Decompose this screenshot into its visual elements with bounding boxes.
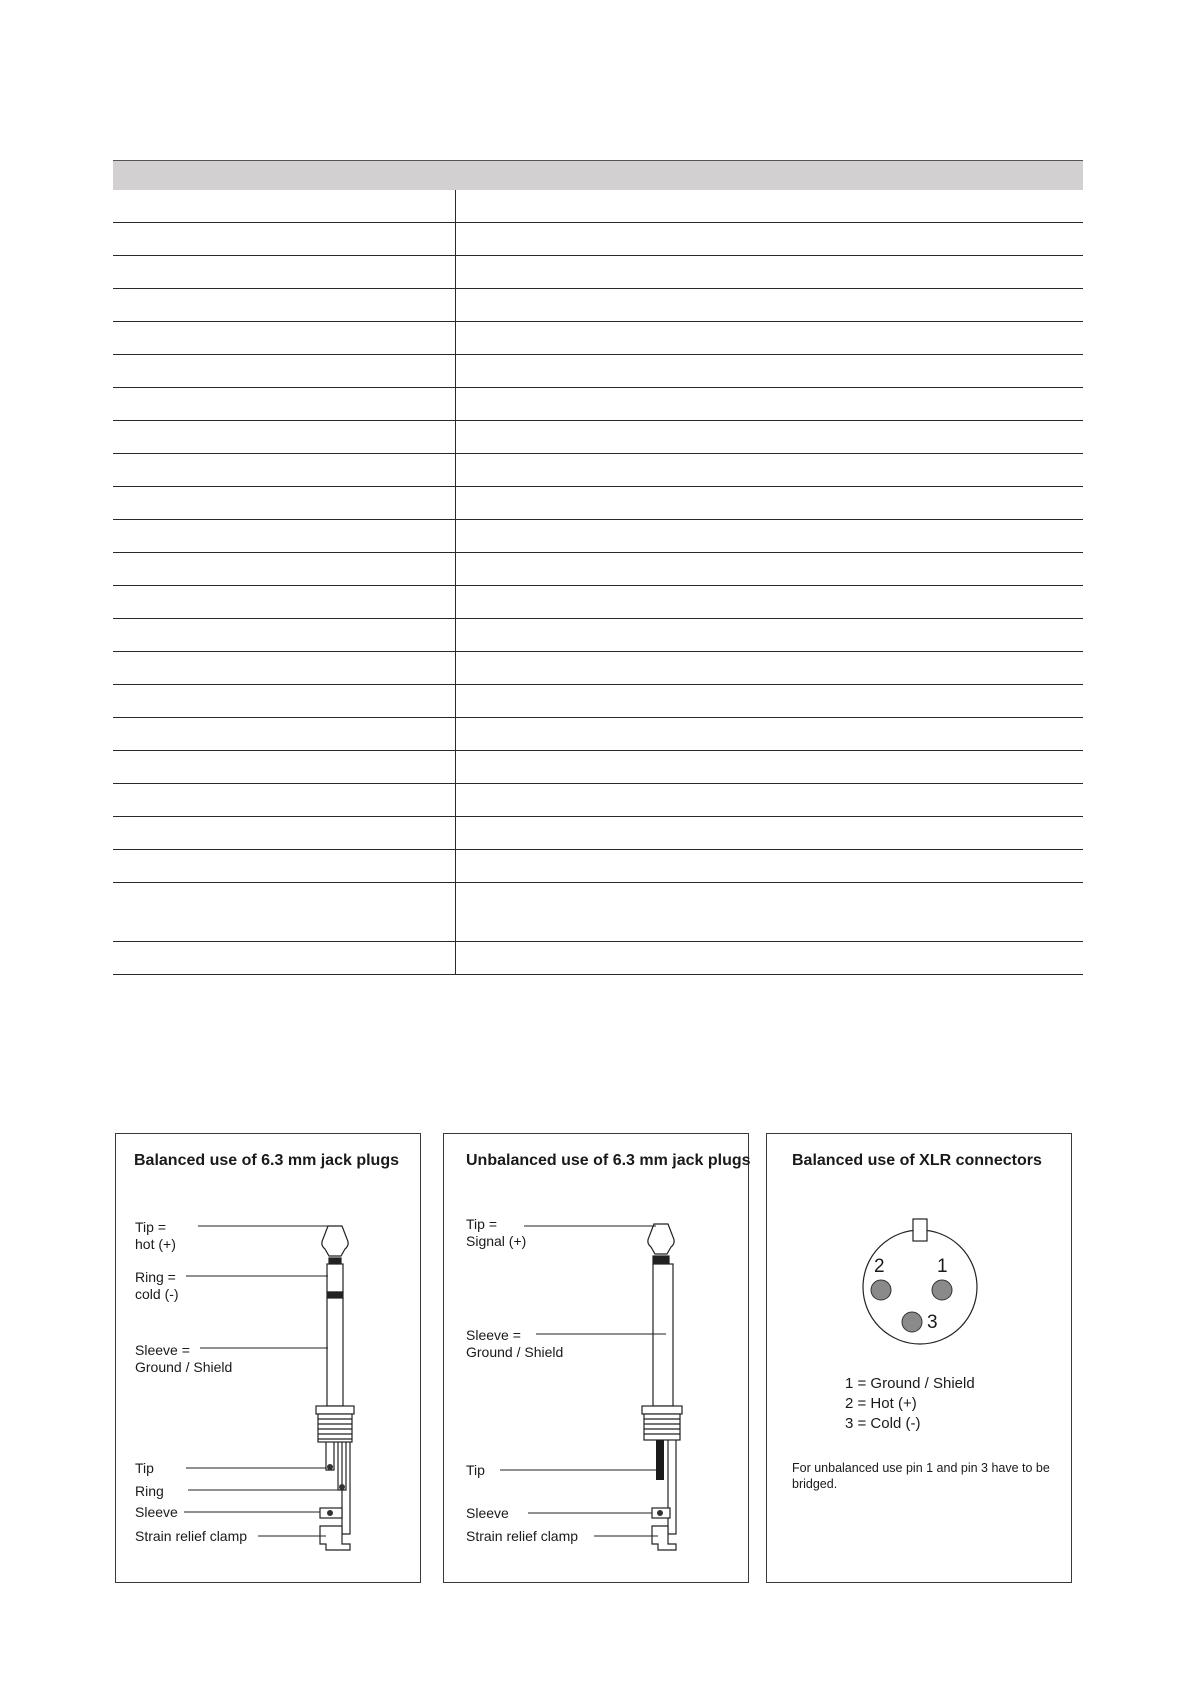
xlr-pin-legend: 1 = Ground / Shield 2 = Hot (+) 3 = Cold (-)	[845, 1375, 975, 1432]
spec-label-cell	[113, 883, 456, 941]
spec-table-header	[113, 160, 1083, 190]
xlr-pin-2	[871, 1280, 891, 1300]
ring-label: Ring = cold (-)	[135, 1269, 179, 1302]
spec-value-cell	[456, 223, 1083, 255]
spec-label-cell	[113, 487, 456, 519]
spec-label-cell	[113, 553, 456, 585]
wire-sleeve-label: Sleeve	[135, 1504, 178, 1520]
spec-value-cell	[456, 619, 1083, 651]
spec-row	[113, 784, 1083, 817]
spec-value-cell	[456, 256, 1083, 288]
strain-relief-label: Strain relief clamp	[135, 1528, 248, 1544]
spec-value-cell	[456, 751, 1083, 783]
spec-label-cell	[113, 652, 456, 684]
spec-row	[113, 256, 1083, 289]
spec-label-cell	[113, 355, 456, 387]
pin-1-number: 1	[937, 1256, 948, 1277]
xlr-pin-3	[902, 1312, 922, 1332]
spec-value-cell	[456, 652, 1083, 684]
spec-row	[113, 454, 1083, 487]
spec-row	[113, 817, 1083, 850]
spec-row	[113, 751, 1083, 784]
wire-ring-label: Ring	[135, 1483, 164, 1499]
spec-table	[113, 160, 1083, 975]
spec-row	[113, 883, 1083, 942]
spec-label-cell	[113, 289, 456, 321]
spec-row	[113, 553, 1083, 586]
strain-relief-label: Strain relief clamp	[466, 1528, 579, 1544]
spec-label-cell	[113, 850, 456, 882]
pin-2-number: 2	[874, 1256, 885, 1277]
spec-row	[113, 942, 1083, 975]
spec-row	[113, 421, 1083, 454]
spec-value-cell	[456, 388, 1083, 420]
balanced-jack-title: Balanced use of 6.3 mm jack plugs	[134, 1152, 399, 1169]
sleeve-label: Sleeve = Ground / Shield	[135, 1342, 233, 1375]
spec-row	[113, 223, 1083, 256]
spec-label-cell	[113, 685, 456, 717]
spec-value-cell	[456, 322, 1083, 354]
xlr-title: Balanced use of XLR connectors	[792, 1152, 1042, 1169]
spec-value-cell	[456, 190, 1083, 222]
spec-value-cell	[456, 454, 1083, 486]
spec-label-cell	[113, 322, 456, 354]
spec-row	[113, 520, 1083, 553]
spec-row	[113, 190, 1083, 223]
spec-label-cell	[113, 454, 456, 486]
spec-table-body	[113, 190, 1083, 975]
xlr-unbalanced-note: For unbalanced use pin 1 and pin 3 have to be bridged.	[792, 1461, 1050, 1491]
spec-value-cell	[456, 421, 1083, 453]
spec-value-cell	[456, 817, 1083, 849]
spec-row	[113, 586, 1083, 619]
wire-tip-label: Tip	[135, 1460, 154, 1476]
spec-row	[113, 487, 1083, 520]
tip-label: Tip = hot (+)	[135, 1219, 176, 1252]
xlr-connector-key	[913, 1219, 927, 1241]
spec-row	[113, 619, 1083, 652]
spec-value-cell	[456, 487, 1083, 519]
spec-row	[113, 718, 1083, 751]
xlr-connector-diagram	[767, 1134, 1073, 1584]
spec-label-cell	[113, 190, 456, 222]
spec-row	[113, 652, 1083, 685]
spec-value-cell	[456, 586, 1083, 618]
sleeve-label: Sleeve = Ground / Shield	[466, 1327, 564, 1360]
spec-row	[113, 322, 1083, 355]
spec-label-cell	[113, 751, 456, 783]
tip-label: Tip = Signal (+)	[466, 1216, 527, 1249]
spec-label-cell	[113, 223, 456, 255]
spec-label-cell	[113, 718, 456, 750]
spec-label-cell	[113, 256, 456, 288]
spec-value-cell	[456, 883, 1083, 941]
spec-row	[113, 355, 1083, 388]
wire-sleeve-label: Sleeve	[466, 1505, 509, 1521]
balanced-jack-panel	[115, 1133, 421, 1583]
spec-label-cell	[113, 520, 456, 552]
spec-value-cell	[456, 784, 1083, 816]
spec-row	[113, 388, 1083, 421]
spec-row	[113, 685, 1083, 718]
spec-label-cell	[113, 388, 456, 420]
spec-label-cell	[113, 817, 456, 849]
spec-value-cell	[456, 850, 1083, 882]
spec-value-cell	[456, 718, 1083, 750]
spec-label-cell	[113, 784, 456, 816]
wire-tip-label: Tip	[466, 1462, 485, 1478]
spec-value-cell	[456, 289, 1083, 321]
spec-row	[113, 850, 1083, 883]
spec-value-cell	[456, 553, 1083, 585]
spec-label-cell	[113, 421, 456, 453]
xlr-pin-1	[932, 1280, 952, 1300]
spec-row	[113, 289, 1083, 322]
spec-label-cell	[113, 942, 456, 974]
spec-value-cell	[456, 520, 1083, 552]
unbalanced-jack-panel	[443, 1133, 749, 1583]
spec-label-cell	[113, 619, 456, 651]
spec-value-cell	[456, 942, 1083, 974]
xlr-panel	[766, 1133, 1072, 1583]
spec-value-cell	[456, 355, 1083, 387]
unbalanced-jack-title: Unbalanced use of 6.3 mm jack plugs	[466, 1152, 751, 1169]
pin-3-number: 3	[927, 1312, 938, 1333]
spec-value-cell	[456, 685, 1083, 717]
spec-label-cell	[113, 586, 456, 618]
